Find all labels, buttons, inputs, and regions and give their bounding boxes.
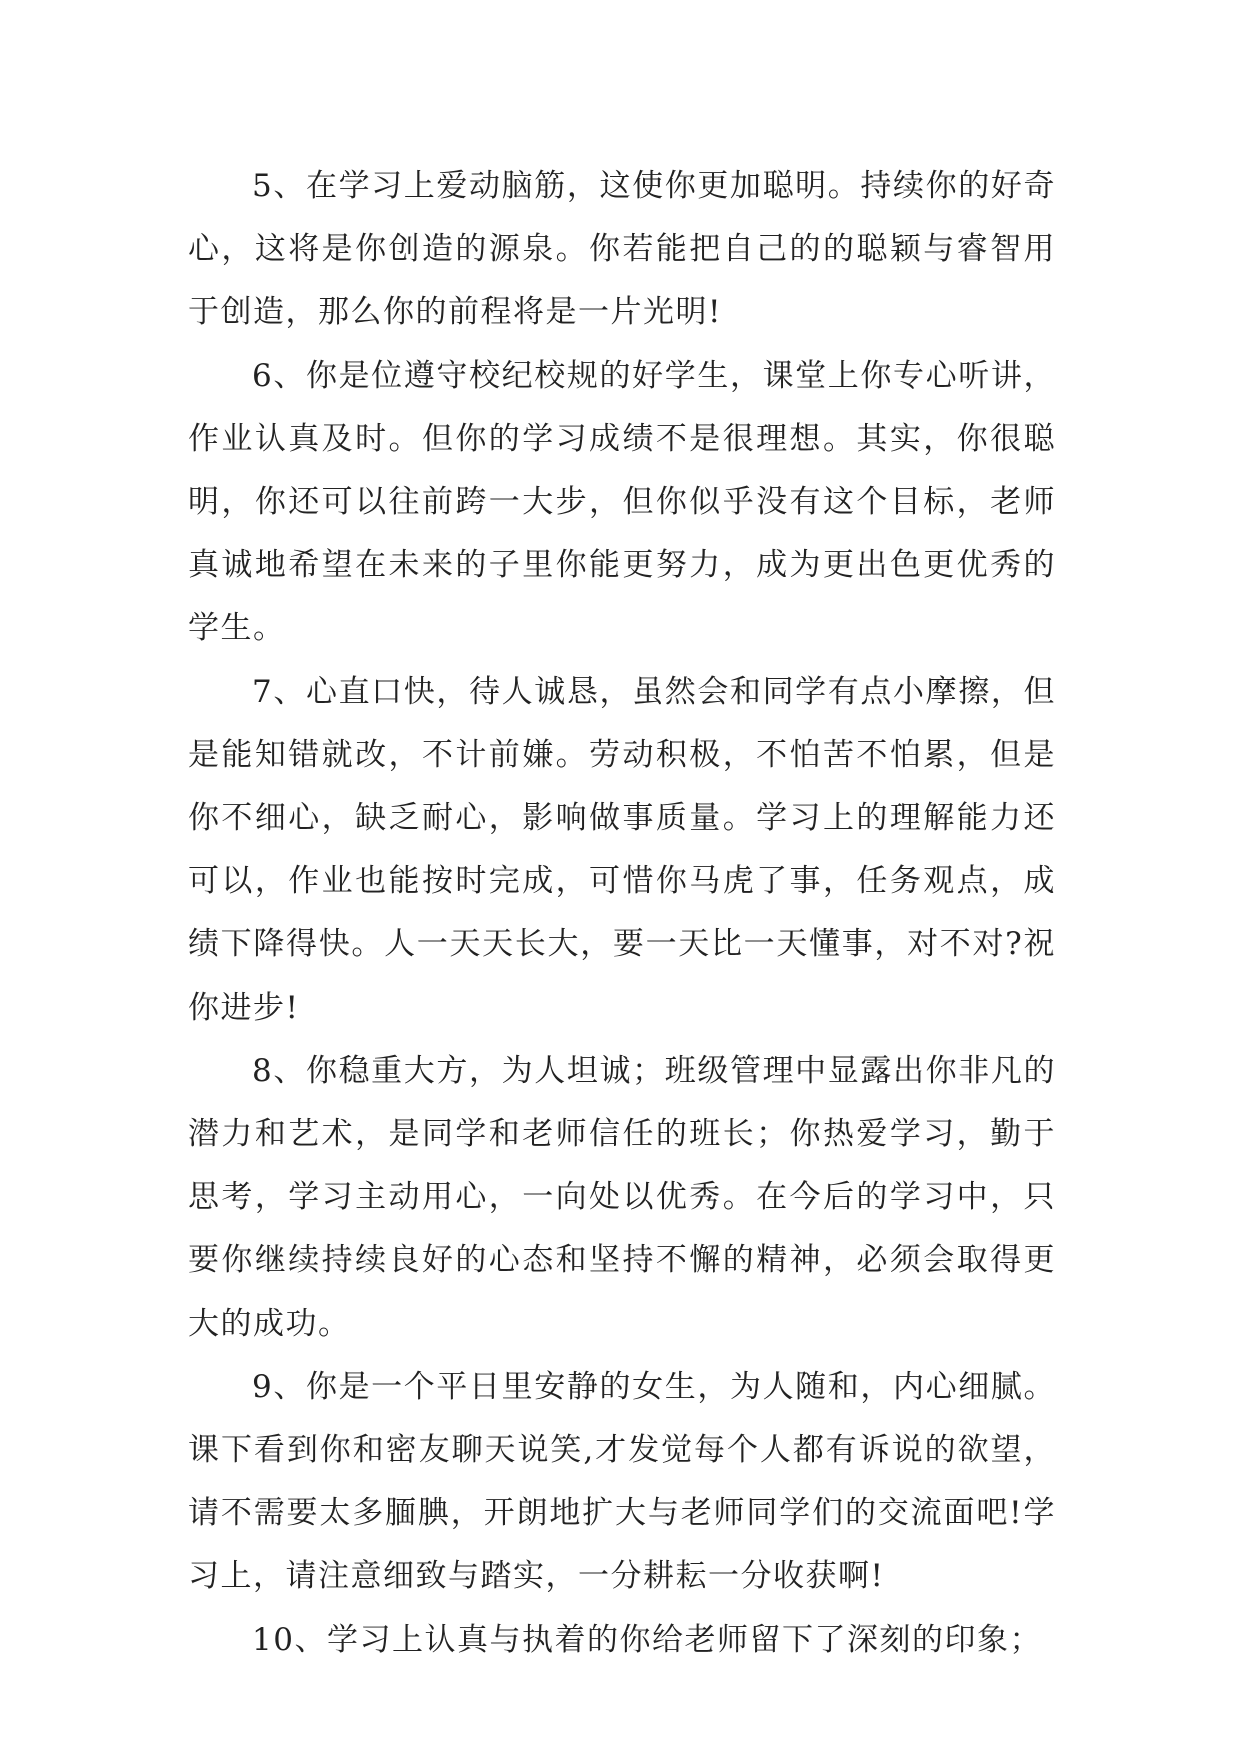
document-body — [188, 155, 1056, 1672]
paragraph-10: 10、学习上认真与执着的你给老师留下了深刻的印象； — [252, 1621, 1042, 1658]
paragraph-5: 5、在学习上爱动脑筋，这使你更加聪明。持续你的好奇心，这将是你创造的源泉。你若能把自己的的聪颖与睿智用于创造，那么你的前程将是一片光明! — [188, 168, 1056, 331]
paragraph-9: 9、你是一个平日里安静的女生，为人随和，内心细腻。课下看到你和密友聊天说笑,才发觉每个人都有诉说的欲望，请不需要太多腼腆，开朗地扩大与老师同学们的交流面吧!学习上，请注意细致与踏实，一分耕耘一分收获啊! — [188, 1368, 1056, 1595]
paragraph-8: 8、你稳重大方，为人坦诚；班级管理中显露出你非凡的潜力和艺术，是同学和老师信任的班长；你热爱学习，勤于思考，学习主动用心，一向处以优秀。在今后的学习中，只要你继续持续良好的心态和坚持不懈的精神，必须会取得更大的成功。 — [188, 1052, 1056, 1342]
paragraph-6: 6、你是位遵守校纪校规的好学生，课堂上你专心听讲，作业认真及时。但你的学习成绩不是很理想。其实，你很聪明，你还可以往前跨一大步，但你似乎没有这个目标，老师真诚地希望在未来的子里你能更努力，成为更出色更优秀的学生。 — [188, 357, 1056, 647]
paragraph-7: 7、心直口快，待人诚恳，虽然会和同学有点小摩擦，但是能知错就改，不计前嫌。劳动积极，不怕苦不怕累，但是你不细心，缺乏耐心，影响做事质量。学习上的理解能力还可以，作业也能按时完成，可惜你马虎了事，任务观点，成绩下降得快。人一天天长大，要一天比一天懂事，对不对?祝你进步! — [188, 673, 1056, 1026]
